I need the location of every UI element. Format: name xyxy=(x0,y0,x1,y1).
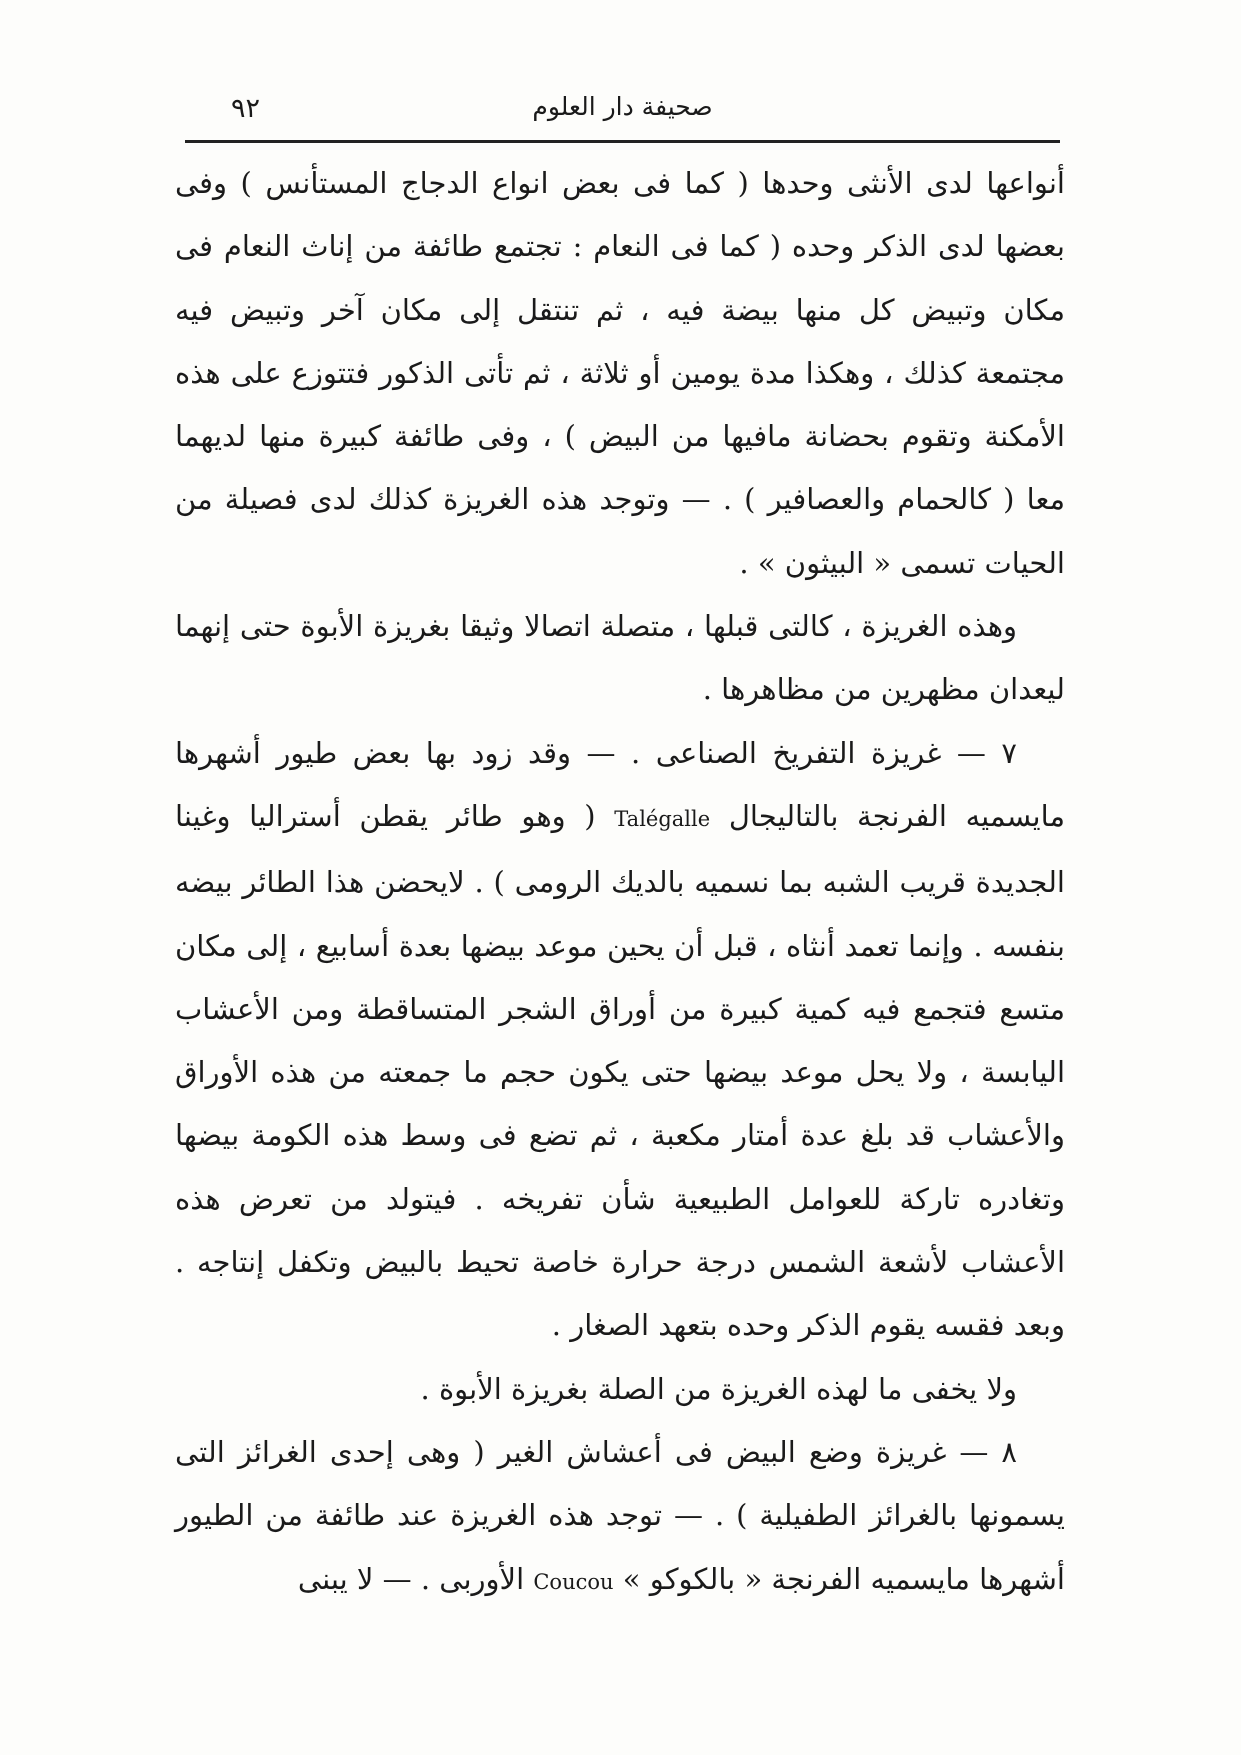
paragraph-text: ( وهو طائر يقطن أستراليا وغينا الجديدة قريب الشبه بما نسميه بالديك الرومى ) . لايحضن هذا الطائر بيضه بنفسه . وإنما تعمد أنثاه ، قبل أن يحين موعد بيضها بعدة أسابيع ، إلى مكان متسع فتجمع فيه كمية كبيرة من أوراق الشجر المتساقطة ومن الأعشاب اليابسة ، ولا يحل موعد بيضها حتى يكون حجم ما جمعته من هذه الأوراق والأعشاب قد بلغ عدة أمتار مكعبة ، ثم تضع فى وسط هذه الكومة بيضها وتغادره تاركة للعوامل الطبيعية شأن تفريخه . فيتولد من تعرض هذه الأعشاب لأشعة الشمس درجة حرارة خاصة تحيط بالبيض وتكفل إنتاجه . وبعد فقسه يقوم الذكر وحده بتعهد الصغار . xyxy=(175,798,1065,1343)
paragraph-text: ٨ — غريزة وضع البيض فى أعشاش الغير ( وهى إحدى الغرائز التى يسمونها بالغرائز الطفيلية ) . — توجد هذه الغريزة عند طائفة من الطيور أشهرها مايسميه الفرنجة « بالكوكو » xyxy=(175,1434,1065,1596)
paragraph: وهذه الغريزة ، كالتى قبلها ، متصلة اتصالا وثيقا بغريزة الأبوة حتى إنهما ليعدان مظهرين من مظاهرها . xyxy=(175,609,1065,707)
latin-term: Coucou xyxy=(533,1569,614,1594)
paragraph xyxy=(175,1421,1065,1614)
latin-term: Talégalle xyxy=(614,806,711,831)
page-header xyxy=(185,80,1060,140)
paragraph: أنواعها لدى الأنثى وحدها ( كما فى بعض انواع الدجاج المستأنس ) وفى بعضها لدى الذكر وحده ( كما فى النعام : تجتمع طائفة من إناث النعام فى مكان وتبيض كل منها بيضة فيه ، ثم تنتقل إلى مكان آخر وتبيض فيه مجتمعة كذلك ، وهكذا مدة يومين أو ثلاثة ، ثم تأتى الذكور فتتوزع على هذه الأمكنة وتقوم بحضانة مافيها من البيض ) ، وفى طائفة كبيرة منها لديهما معا ( كالحمام والعصافير ) . — وتوجد هذه الغريزة كذلك لدى فصيلة من الحيات تسمى « البيثون » . xyxy=(175,166,1065,580)
header-rule xyxy=(185,140,1060,143)
paragraph-text: ٧ — غريزة التفريخ الصناعى . — وقد زود بها بعض طيور أشهرها مايسميه الفرنجة بالتاليجال xyxy=(175,735,1066,833)
page-number: ٩٢ xyxy=(231,93,261,124)
paragraph xyxy=(175,722,1065,1358)
body-text xyxy=(175,152,1065,1614)
paragraph-text: الأوربى . — لا يبنى xyxy=(297,1561,525,1596)
paragraph: ولا يخفى ما لهذه الغريزة من الصلة بغريزة الأبوة . xyxy=(420,1371,1017,1406)
running-head: صحيفة دار العلوم xyxy=(532,92,713,121)
